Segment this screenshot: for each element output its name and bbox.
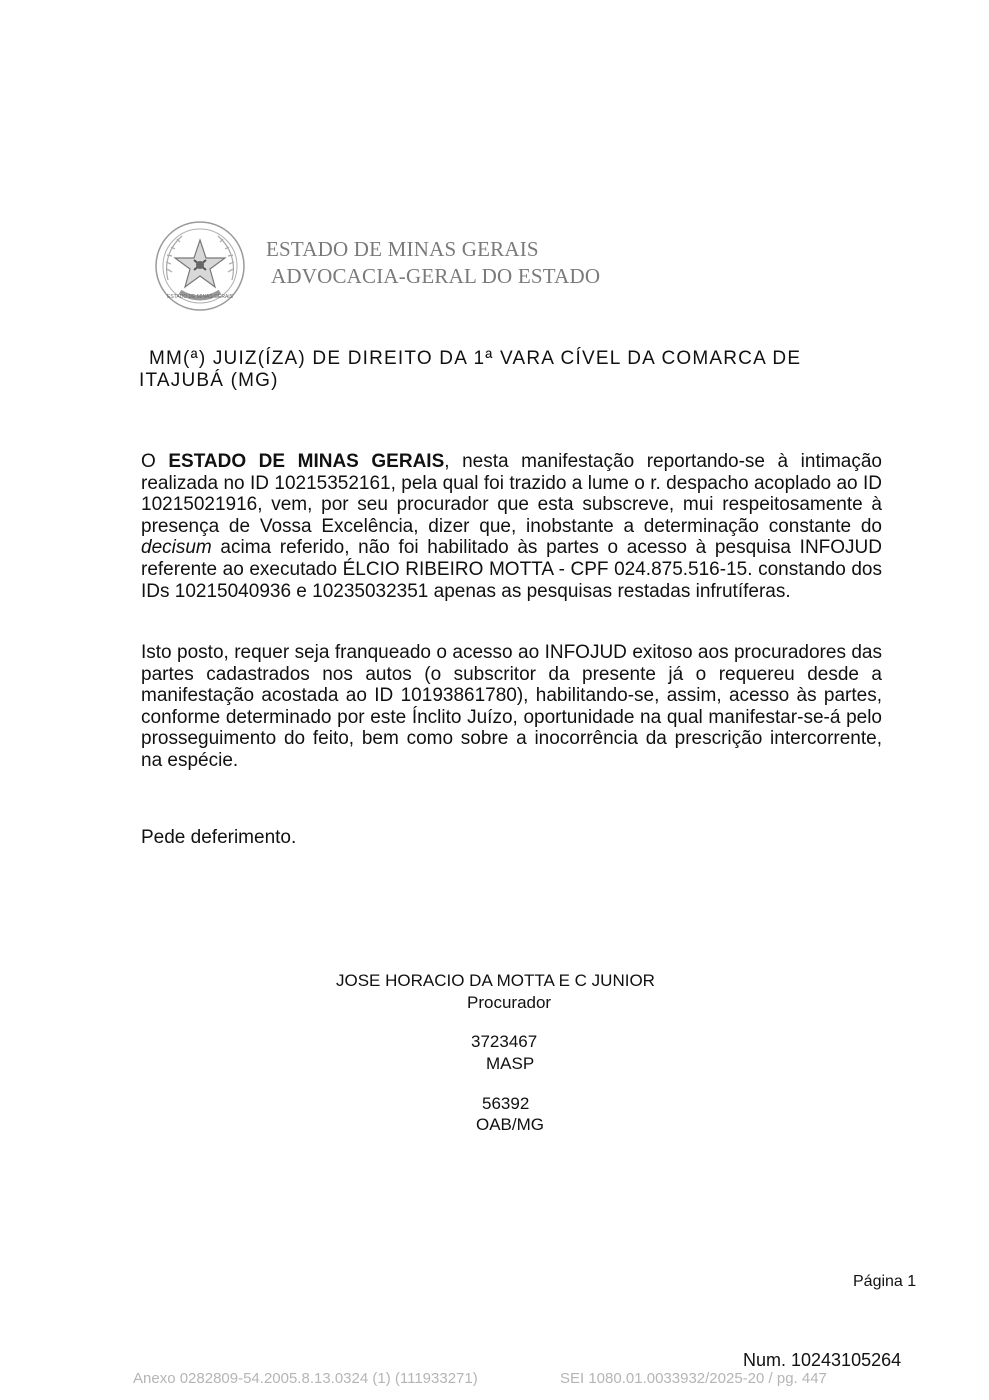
p1-text-2: acima referido, não foi habilitado às partes o acesso à pesquisa INFOJUD referente ao executado ÉLCIO RIBEIRO MOTTA - CPF 024.875.516-15. constando dos IDs 10215040936 e 10235032351 apenas as pesquisas restadas infrutíferas. — [141, 537, 882, 602]
signer-name: JOSE HORACIO DA MOTTA E C JUNIOR — [336, 971, 655, 990]
document-number: Num. 10243105264 — [743, 1350, 902, 1370]
party-name: ESTADO DE MINAS GERAIS — [168, 451, 445, 472]
addressee — [139, 348, 883, 392]
org-name-agency: ADVOCACIA-GERAL DO ESTADO — [271, 264, 601, 288]
masp-label: MASP — [486, 1054, 535, 1073]
addressee-line-1: MM(ª) JUIZ(ÍZA) DE DIREITO DA 1ª VARA CÍVEL DA COMARCA DE — [149, 348, 802, 369]
body-paragraph-2: Isto posto, requer seja franqueado o acesso ao INFOJUD exitoso aos procuradores das partes cadastrados nos autos (o subscritor da presente já o requereu desde a manifestação acostada ao ID 10193861780), habilitando-se, assim, acesso às partes, conforme determinado por este Ínclito Juízo, oportunidade na qual manifestar-se-á pelo prosseguimento do feito, bem como sobre a inocorrência da prescrição intercorrente, na espécie. — [141, 642, 882, 771]
oab-label: OAB/MG — [476, 1115, 545, 1134]
body-paragraph-1 — [141, 451, 882, 602]
p1-lead: O — [141, 451, 169, 472]
page-number: Página 1 — [853, 1273, 917, 1290]
addressee-line-2: ITAJUBÁ (MG) — [139, 370, 279, 391]
signer-role: Procurador — [467, 993, 552, 1012]
state-seal-icon — [154, 220, 246, 312]
footer-annex-ref: Anexo 0282809-54.2005.8.13.0324 (1) (111933271) — [133, 1370, 478, 1387]
p1-text-1: , nesta manifestação reportando-se à intimação realizada no ID 10215352161, pela qual foi trazido a lume o r. despacho acoplado ao ID 10215021916, vem, por seu procurador que esta subscreve, mui respeitosamente à presença de Vossa Excelência, dizer que, inobstante a determinação constante do — [141, 451, 882, 537]
closing-text: Pede deferimento. — [141, 827, 297, 848]
masp-number: 3723467 — [471, 1032, 538, 1051]
latin-term: decisum — [141, 537, 212, 559]
org-name-state: ESTADO DE MINAS GERAIS — [266, 237, 539, 261]
oab-number: 56392 — [482, 1094, 530, 1113]
footer-sei-ref: SEI 1080.01.0033932/2025-20 / pg. 447 — [560, 1370, 827, 1387]
svg-text:ESTADO DE MINAS GERAIS: ESTADO DE MINAS GERAIS — [166, 294, 234, 300]
